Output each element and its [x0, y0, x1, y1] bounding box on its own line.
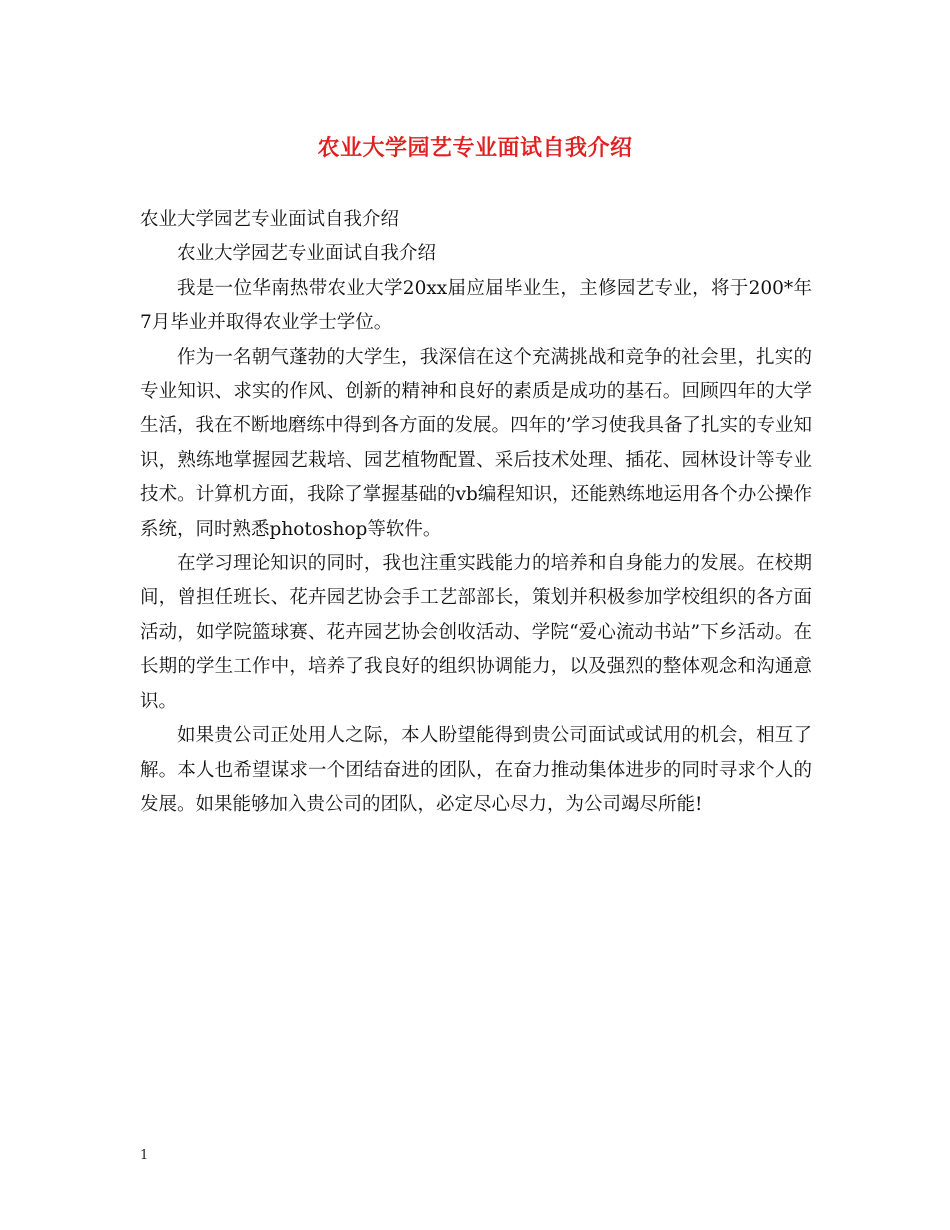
paragraph-heading: 农业大学园艺专业面试自我介绍: [140, 209, 400, 230]
document-title: 农业大学园艺专业面试自我介绍: [317, 135, 633, 161]
paragraph-activities: 在学习理论知识的同时，我也注重实践能力的培养和自身能力的发展。在校期间，曾担任班长、花卉园艺协会手工艺部部长，策划并积极参加学校组织的各方面活动，如学院篮球赛、花卉园艺协会创收活动、学院“爱心流动书站”下乡活动。在长期的学生工作中，培养了我良好的组织协调能力，以及强烈的整体观念和沟通意识。: [140, 553, 812, 712]
paragraph-skills: 作为一名朝气蓬勃的大学生，我深信在这个充满挑战和竞争的社会里，扎实的专业知识、求实的作风、创新的精神和良好的素质是成功的基石。回顾四年的大学生活，我在不断地磨练中得到各方面的发展。四年的’学习使我具备了扎实的专业知识，熟练地掌握园艺栽培、园艺植物配置、采后技术处理、插花、园林设计等专业技术。计算机方面，我除了掌握基础的vb编程知识，还能熟练地运用各个办公操作系统，同时熟悉photoshop等软件。: [140, 346, 812, 540]
document-body: [140, 203, 812, 822]
paragraph-subheading: 农业大学园艺专业面试自我介绍: [177, 243, 437, 265]
paragraph-closing: 如果贵公司正处用人之际，本人盼望能得到贵公司面试或试用的机会，相互了解。本人也希望谋求一个团结奋进的团队，在奋力推动集体进步的同时寻求个人的发展。如果能够加入贵公司的团队，必定尽心尽力，为公司竭尽所能!: [140, 725, 812, 815]
paragraph-intro: 我是一位华南热带农业大学20xx届应届毕业生，主修园艺专业，将于200*年7月毕业并取得农业学士学位。: [140, 277, 812, 334]
page-number: 1: [140, 1148, 149, 1163]
